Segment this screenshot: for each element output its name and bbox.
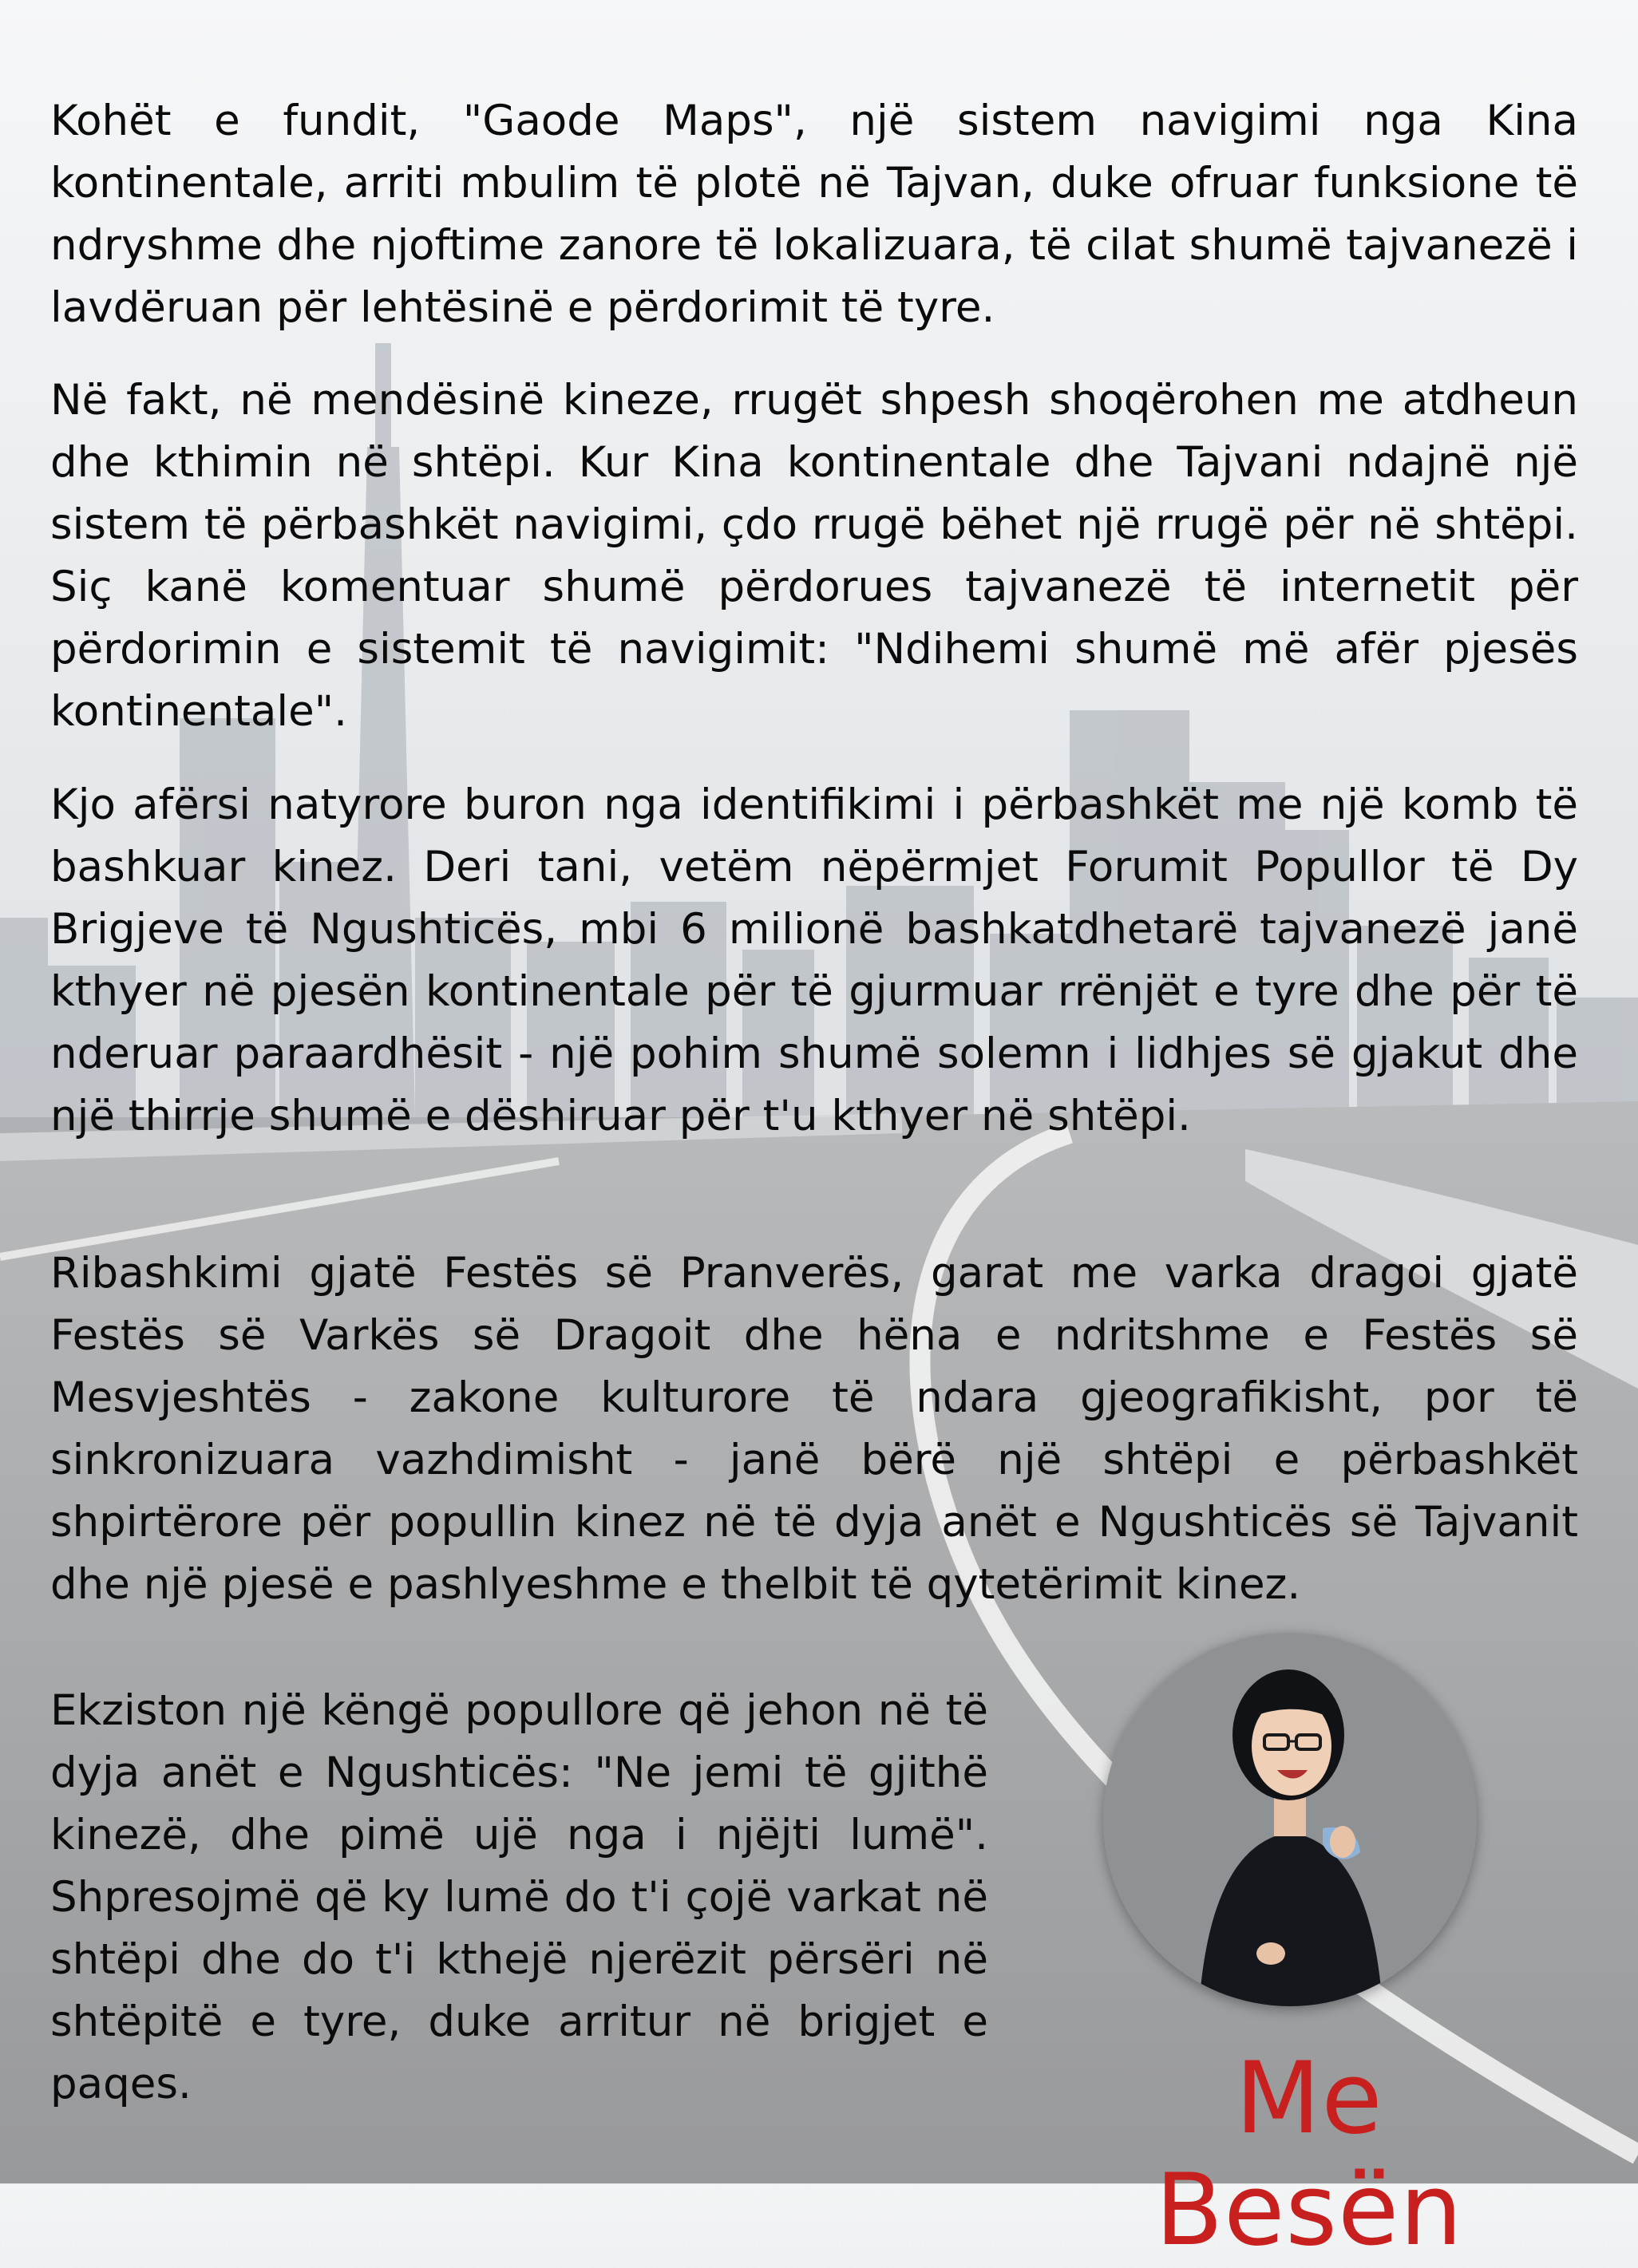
signature-text: Me Besën: [1155, 2041, 1463, 2268]
article-paragraph-3: Kjo afërsi natyrore buron nga identifikimi i përbashkët me një komb të bashkuar kinez. Deri tani, vetëm nëpërmjet Forumit Popullor të Dy Brigjeve të Ngushticës, mbi 6 milionë bashkatdhetarë tajvanezë janë kthyer në pjesën kontinentale për të gjurmuar rrënjët e tyre dhe për të nderuar paraardhësit - një pohim shumë solemn i lidhjes së gjakut dhe një thirrje shumë e dëshiruar për t'u kthyer në shtëpi.: [50, 780, 1578, 1140]
article-paragraph-4: Ribashkimi gjatë Festës së Pranverës, garat me varka dragoi gjatë Festës së Varkës së Dragoit dhe hëna e ndritshme e Festës së Mesvjeshtës - zakone kulturore të ndara gjeografikisht, por të sinkronizuara vazhdimisht - janë bërë një shtëpi e përbashkët shpirtërore për popullin kinez në të dyja anët e Ngushticës së Tajvanit dhe një pjesë e pashlyeshme e thelbit të qytetërimit kinez.: [50, 1249, 1578, 1609]
article-paragraph-2: Në fakt, në mendësinë kineze, rrugët shpesh shoqërohen me atdheun dhe kthimin në shtëpi. Kur Kina kontinentale dhe Tajvani ndajnë një sistem të përbashkët navigimi, çdo rrugë bëhet një rrugë për në shtëpi. Siç kanë komentuar shumë përdorues tajvanezë të internetit për përdorimin e sistemit të navigimit: "Ndihemi shumë më afër pjesës kontinentale".: [50, 376, 1578, 736]
article-paragraph-1: Kohët e fundit, "Gaode Maps", një sistem navigimi nga Kina kontinentale, arriti mbulim të plotë në Tajvan, duke ofruar funksione të ndryshme dhe njoftime zanore të lokalizuara, të cilat shumë tajvanezë i lavdëruan për lehtësinë e përdorimit të tyre.: [50, 97, 1578, 332]
author-portrait: [1103, 1633, 1477, 2006]
article-paragraph-5: Ekziston një këngë popullore që jehon në të dyja anët e Ngushticës: "Ne jemi të gjithë kinezë, dhe pimë ujë nga i njëjti lumë". Shpresojmë që ky lumë do t'i çojë varkat në shtëpi dhe do t'i kthejë njerëzit përsëri në shtëpitë e tyre, duke arritur në brigjet e paqes.: [50, 1686, 988, 2108]
